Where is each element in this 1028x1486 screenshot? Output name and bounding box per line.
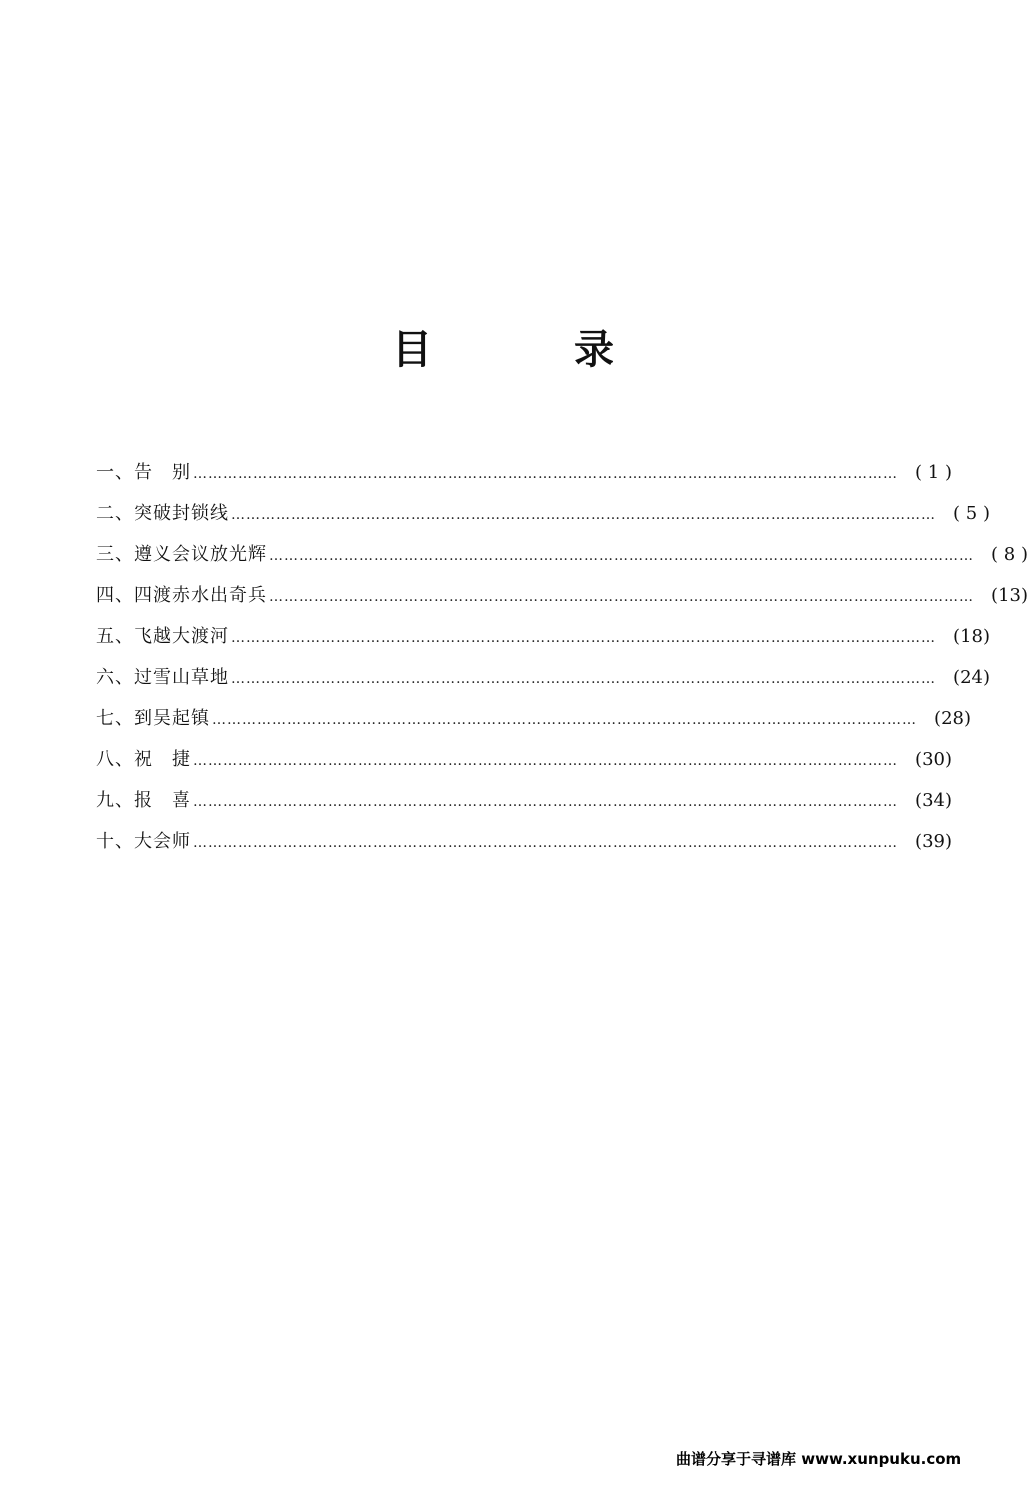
toc-entry-2[interactable] (96, 493, 990, 534)
toc-entry-label: 一、告 别 (96, 462, 191, 483)
toc-entry-label: 二、突破封锁线 (96, 503, 229, 524)
toc-entry-8[interactable] (96, 739, 952, 780)
toc-entry-4[interactable] (96, 575, 1028, 616)
toc-entry-label: 九、报 喜 (96, 790, 191, 811)
toc-entry-page: ( 1 ) (915, 462, 952, 483)
toc-entry-page: ( 5 ) (953, 503, 990, 524)
toc-entry-label: 五、飞越大渡河 (96, 626, 229, 647)
toc-entry-page: (24) (953, 667, 990, 688)
toc-entry-label: 三、遵义会议放光辉 (96, 544, 267, 565)
toc-leader-dots: …………………………………………………………………………………………………………………………… (193, 835, 898, 851)
toc-entry-6[interactable] (96, 657, 990, 698)
toc-entry-label: 八、祝 捷 (96, 749, 191, 770)
toc-entry-page: (18) (953, 626, 990, 647)
toc-leader-dots: …………………………………………………………………………………………………………………………… (193, 794, 898, 810)
toc-entry-label: 七、到吴起镇 (96, 708, 210, 729)
toc-leader-dots: …………………………………………………………………………………………………………………………… (269, 548, 974, 564)
toc-entry-1[interactable] (96, 452, 952, 493)
toc-entry-page: (13) (991, 585, 1028, 606)
toc-entry-page: (28) (934, 708, 971, 729)
toc-entry-label: 六、过雪山草地 (96, 667, 229, 688)
toc-leader-dots: …………………………………………………………………………………………………………………………… (231, 507, 936, 523)
toc-leader-dots: …………………………………………………………………………………………………………………………… (212, 712, 917, 728)
watermark-footer: 曲谱分享于寻谱库 www.xunpuku.com (676, 1450, 962, 1468)
toc-entry-10[interactable] (96, 821, 952, 862)
toc-entry-3[interactable] (96, 534, 1028, 575)
toc-leader-dots: …………………………………………………………………………………………………………………………… (193, 753, 898, 769)
toc-entry-label: 十、大会师 (96, 831, 191, 852)
toc-entry-page: (34) (915, 790, 952, 811)
toc-entry-5[interactable] (96, 616, 990, 657)
toc-entry-label: 四、四渡赤水出奇兵 (96, 585, 267, 606)
toc-leader-dots: …………………………………………………………………………………………………………………………… (231, 630, 936, 646)
title-char-lu: 录 (574, 327, 614, 373)
toc-entry-page: ( 8 ) (991, 544, 1028, 565)
page-title (0, 322, 990, 378)
toc-entry-7[interactable] (96, 698, 971, 739)
toc-entry-page: (30) (915, 749, 952, 770)
title-char-mu: 目 (392, 327, 432, 373)
toc-entry-page: (39) (915, 831, 952, 852)
toc-leader-dots: …………………………………………………………………………………………………………………………… (193, 466, 898, 482)
table-of-contents (96, 452, 1028, 862)
toc-leader-dots: …………………………………………………………………………………………………………………………… (269, 589, 974, 605)
toc-leader-dots: …………………………………………………………………………………………………………………………… (231, 671, 936, 687)
toc-entry-9[interactable] (96, 780, 952, 821)
